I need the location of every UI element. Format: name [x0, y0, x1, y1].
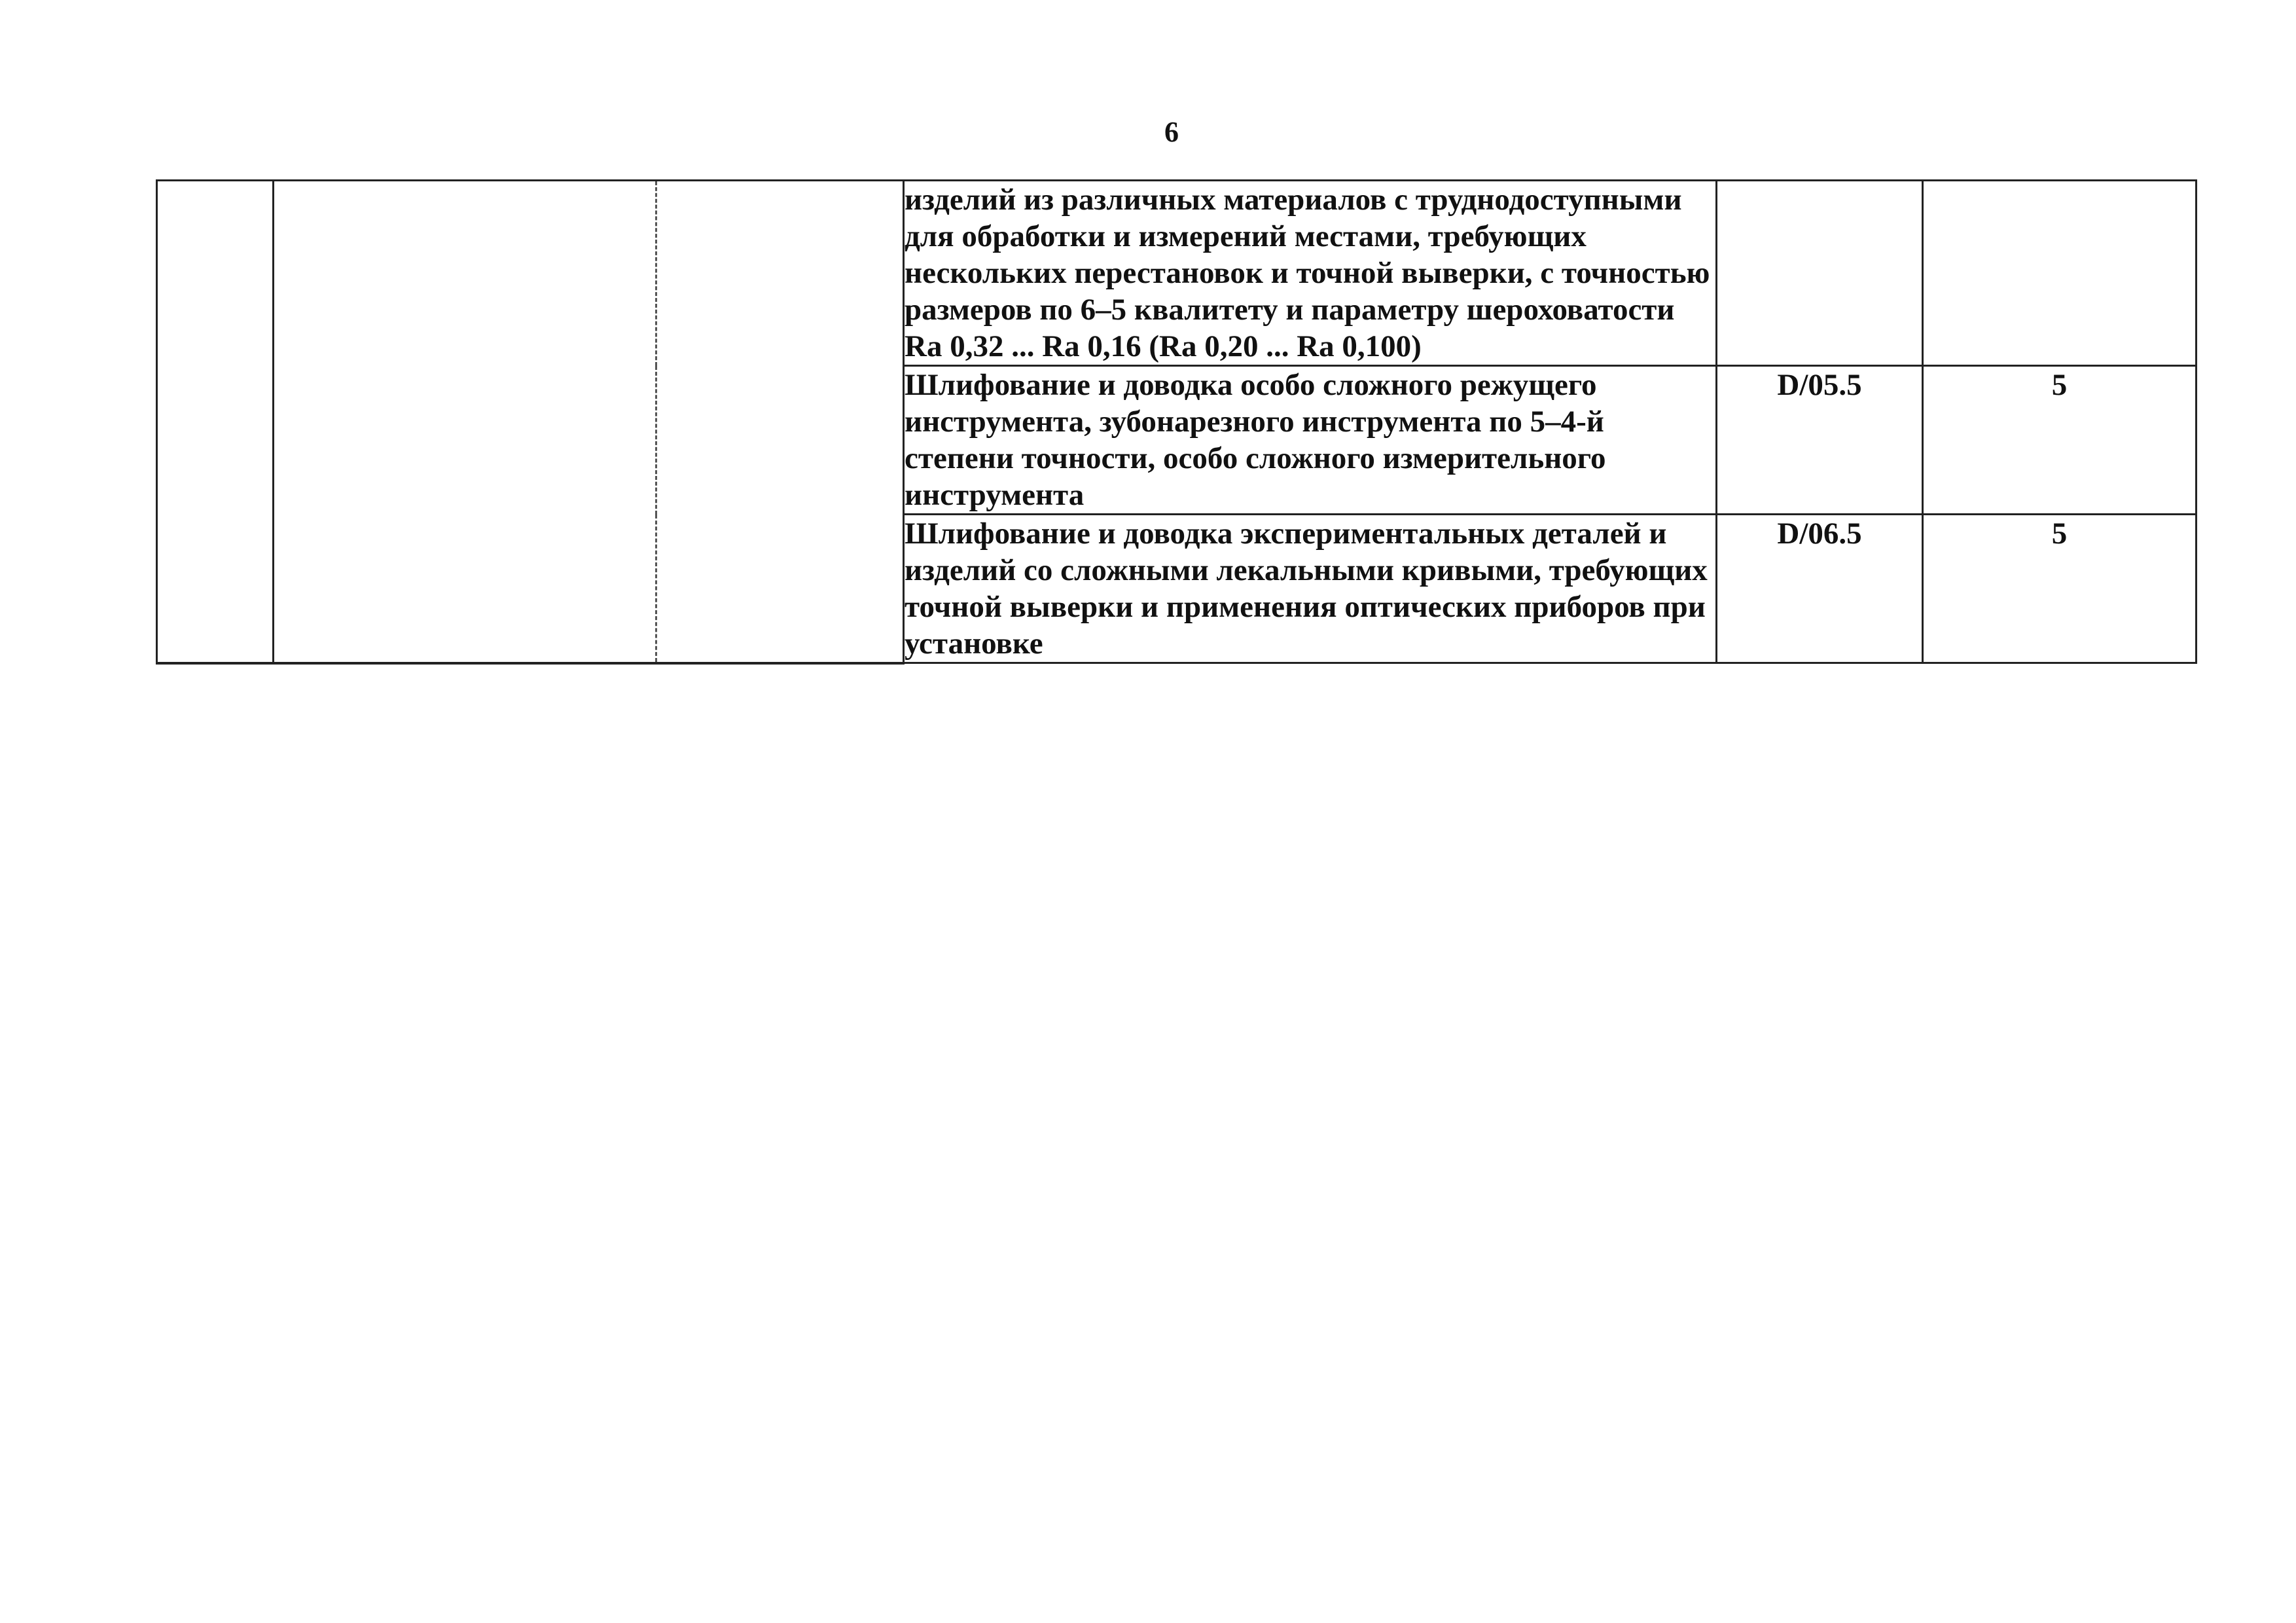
page-number: 6	[1164, 116, 1179, 148]
generalized-function-code-cell	[157, 181, 274, 663]
table-row	[157, 181, 2197, 366]
sublevel-qualification: 5	[1923, 515, 2197, 663]
labor-function-code: D/05.5	[1717, 366, 1923, 515]
sublevel-qualification: 5	[1923, 366, 2197, 515]
qualification-table	[156, 179, 2197, 665]
generalized-function-name-cell	[274, 181, 656, 663]
qualification-level-cell	[656, 181, 904, 663]
labor-function-description: Шлифование и доводка особо сложного режущего инструмента, зубонарезного инструмента по 5–4-й степени точности, особо сложного измерительного инструмента	[904, 366, 1717, 515]
labor-function-code	[1717, 181, 1923, 366]
sublevel-qualification	[1923, 181, 2197, 366]
labor-function-description: изделий из различных материалов с труднодоступными для обработки и измерений местами, требующих нескольких перестановок и точной выверки, с точностью размеров по 6–5 квалитету и параметру шероховатости Ra 0,32 ... Ra 0,16 (Ra 0,20 ... Ra 0,100)	[904, 181, 1717, 366]
labor-function-description: Шлифование и доводка экспериментальных деталей и изделий со сложными лекальными кривыми, требующих точной выверки и применения оптических приборов при установке	[904, 515, 1717, 663]
labor-function-code: D/06.5	[1717, 515, 1923, 663]
